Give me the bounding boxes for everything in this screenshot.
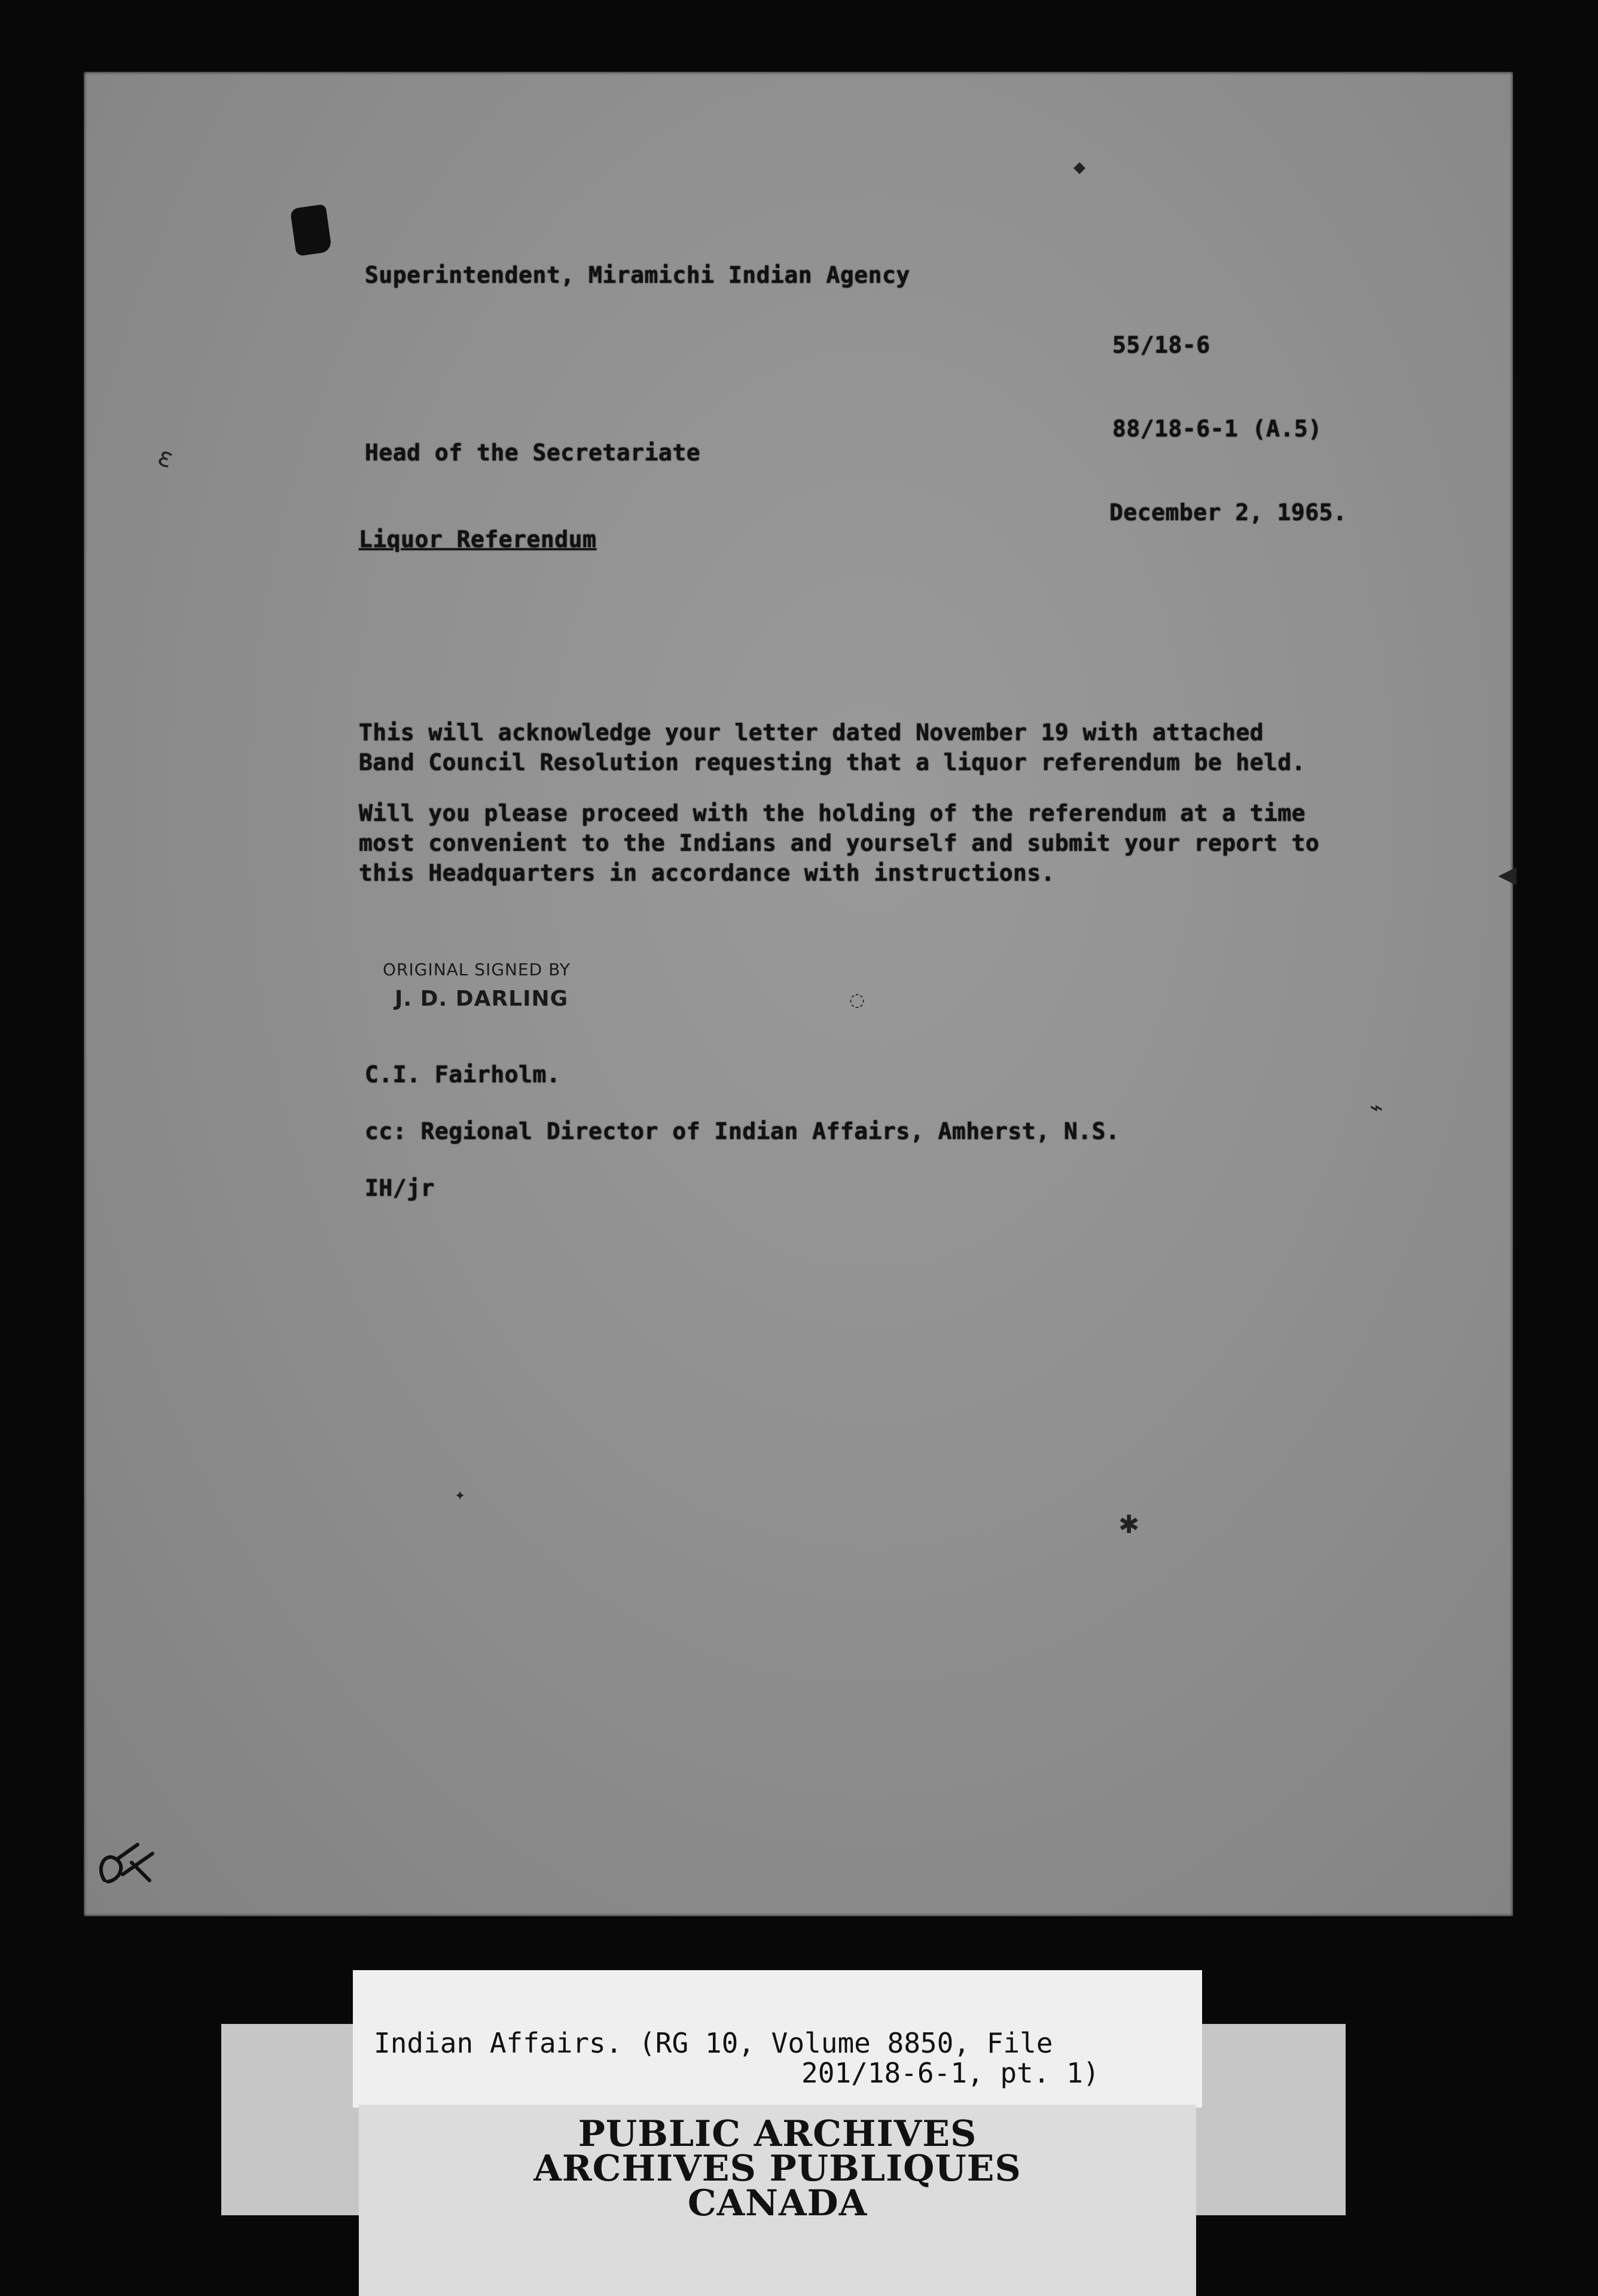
- paragraph-1-line: This will acknowledge your letter dated November 19 with attached: [359, 719, 1264, 746]
- paragraph-1-line: Band Council Resolution requesting that a liquor referendum be held.: [359, 749, 1306, 775]
- memo-subject: Liquor Referendum: [359, 526, 597, 552]
- speck-mark: ✦: [455, 1489, 466, 1504]
- signatory: C.I. Fairholm.: [365, 1061, 561, 1088]
- archives-stamp-line-3: CANADA: [687, 2182, 868, 2224]
- memo-to: Superintendent, Miramichi Indian Agency: [365, 262, 910, 288]
- archive-reference-line-2: 201/18-6-1, pt. 1): [801, 2057, 1100, 2089]
- signature-stamp-name: J. D. DARLING: [395, 987, 569, 1011]
- paragraph-1: [359, 718, 1306, 777]
- file-reference-1: 55/18-6: [1112, 332, 1210, 358]
- archives-stamp-line-2: ARCHIVES PUBLIQUES: [533, 2148, 1021, 2190]
- archive-reference-line-1: Indian Affairs. (RG 10, Volume 8850, File: [374, 2027, 1053, 2059]
- typist-initials: IH/jr: [365, 1175, 435, 1201]
- file-reference-2: 88/18-6-1 (A.5): [1112, 416, 1322, 442]
- carbon-copy: cc: Regional Director of Indian Affairs, Amherst, N.S.: [365, 1118, 1120, 1144]
- speck-mark: ◌: [849, 990, 865, 1010]
- speck-mark: ⌁: [1370, 1094, 1383, 1120]
- memo-from: Head of the Secretariate: [365, 439, 701, 466]
- memo-date: December 2, 1965.: [1109, 499, 1347, 526]
- stray-pen-mark: ɛ: [153, 441, 178, 475]
- handwritten-initials-mark: [93, 1839, 158, 1892]
- speck-mark: ◆: [1074, 158, 1085, 176]
- signature-stamp-label: ORIGINAL SIGNED BY: [383, 960, 571, 979]
- paragraph-2-line: this Headquarters in accordance with instructions.: [359, 860, 1055, 886]
- paragraph-2: [359, 798, 1319, 888]
- paragraph-2-line: Will you please proceed with the holding of the referendum at a time: [359, 800, 1306, 826]
- speck-mark: ✱: [1118, 1510, 1140, 1539]
- paragraph-2-line: most convenient to the Indians and yourself and submit your report to: [359, 830, 1320, 856]
- punch-hole: [290, 204, 333, 257]
- memo-page: [84, 72, 1513, 1916]
- archives-stamp-line-1: PUBLIC ARCHIVES: [578, 2113, 977, 2155]
- speck-mark: ◀: [1498, 861, 1517, 889]
